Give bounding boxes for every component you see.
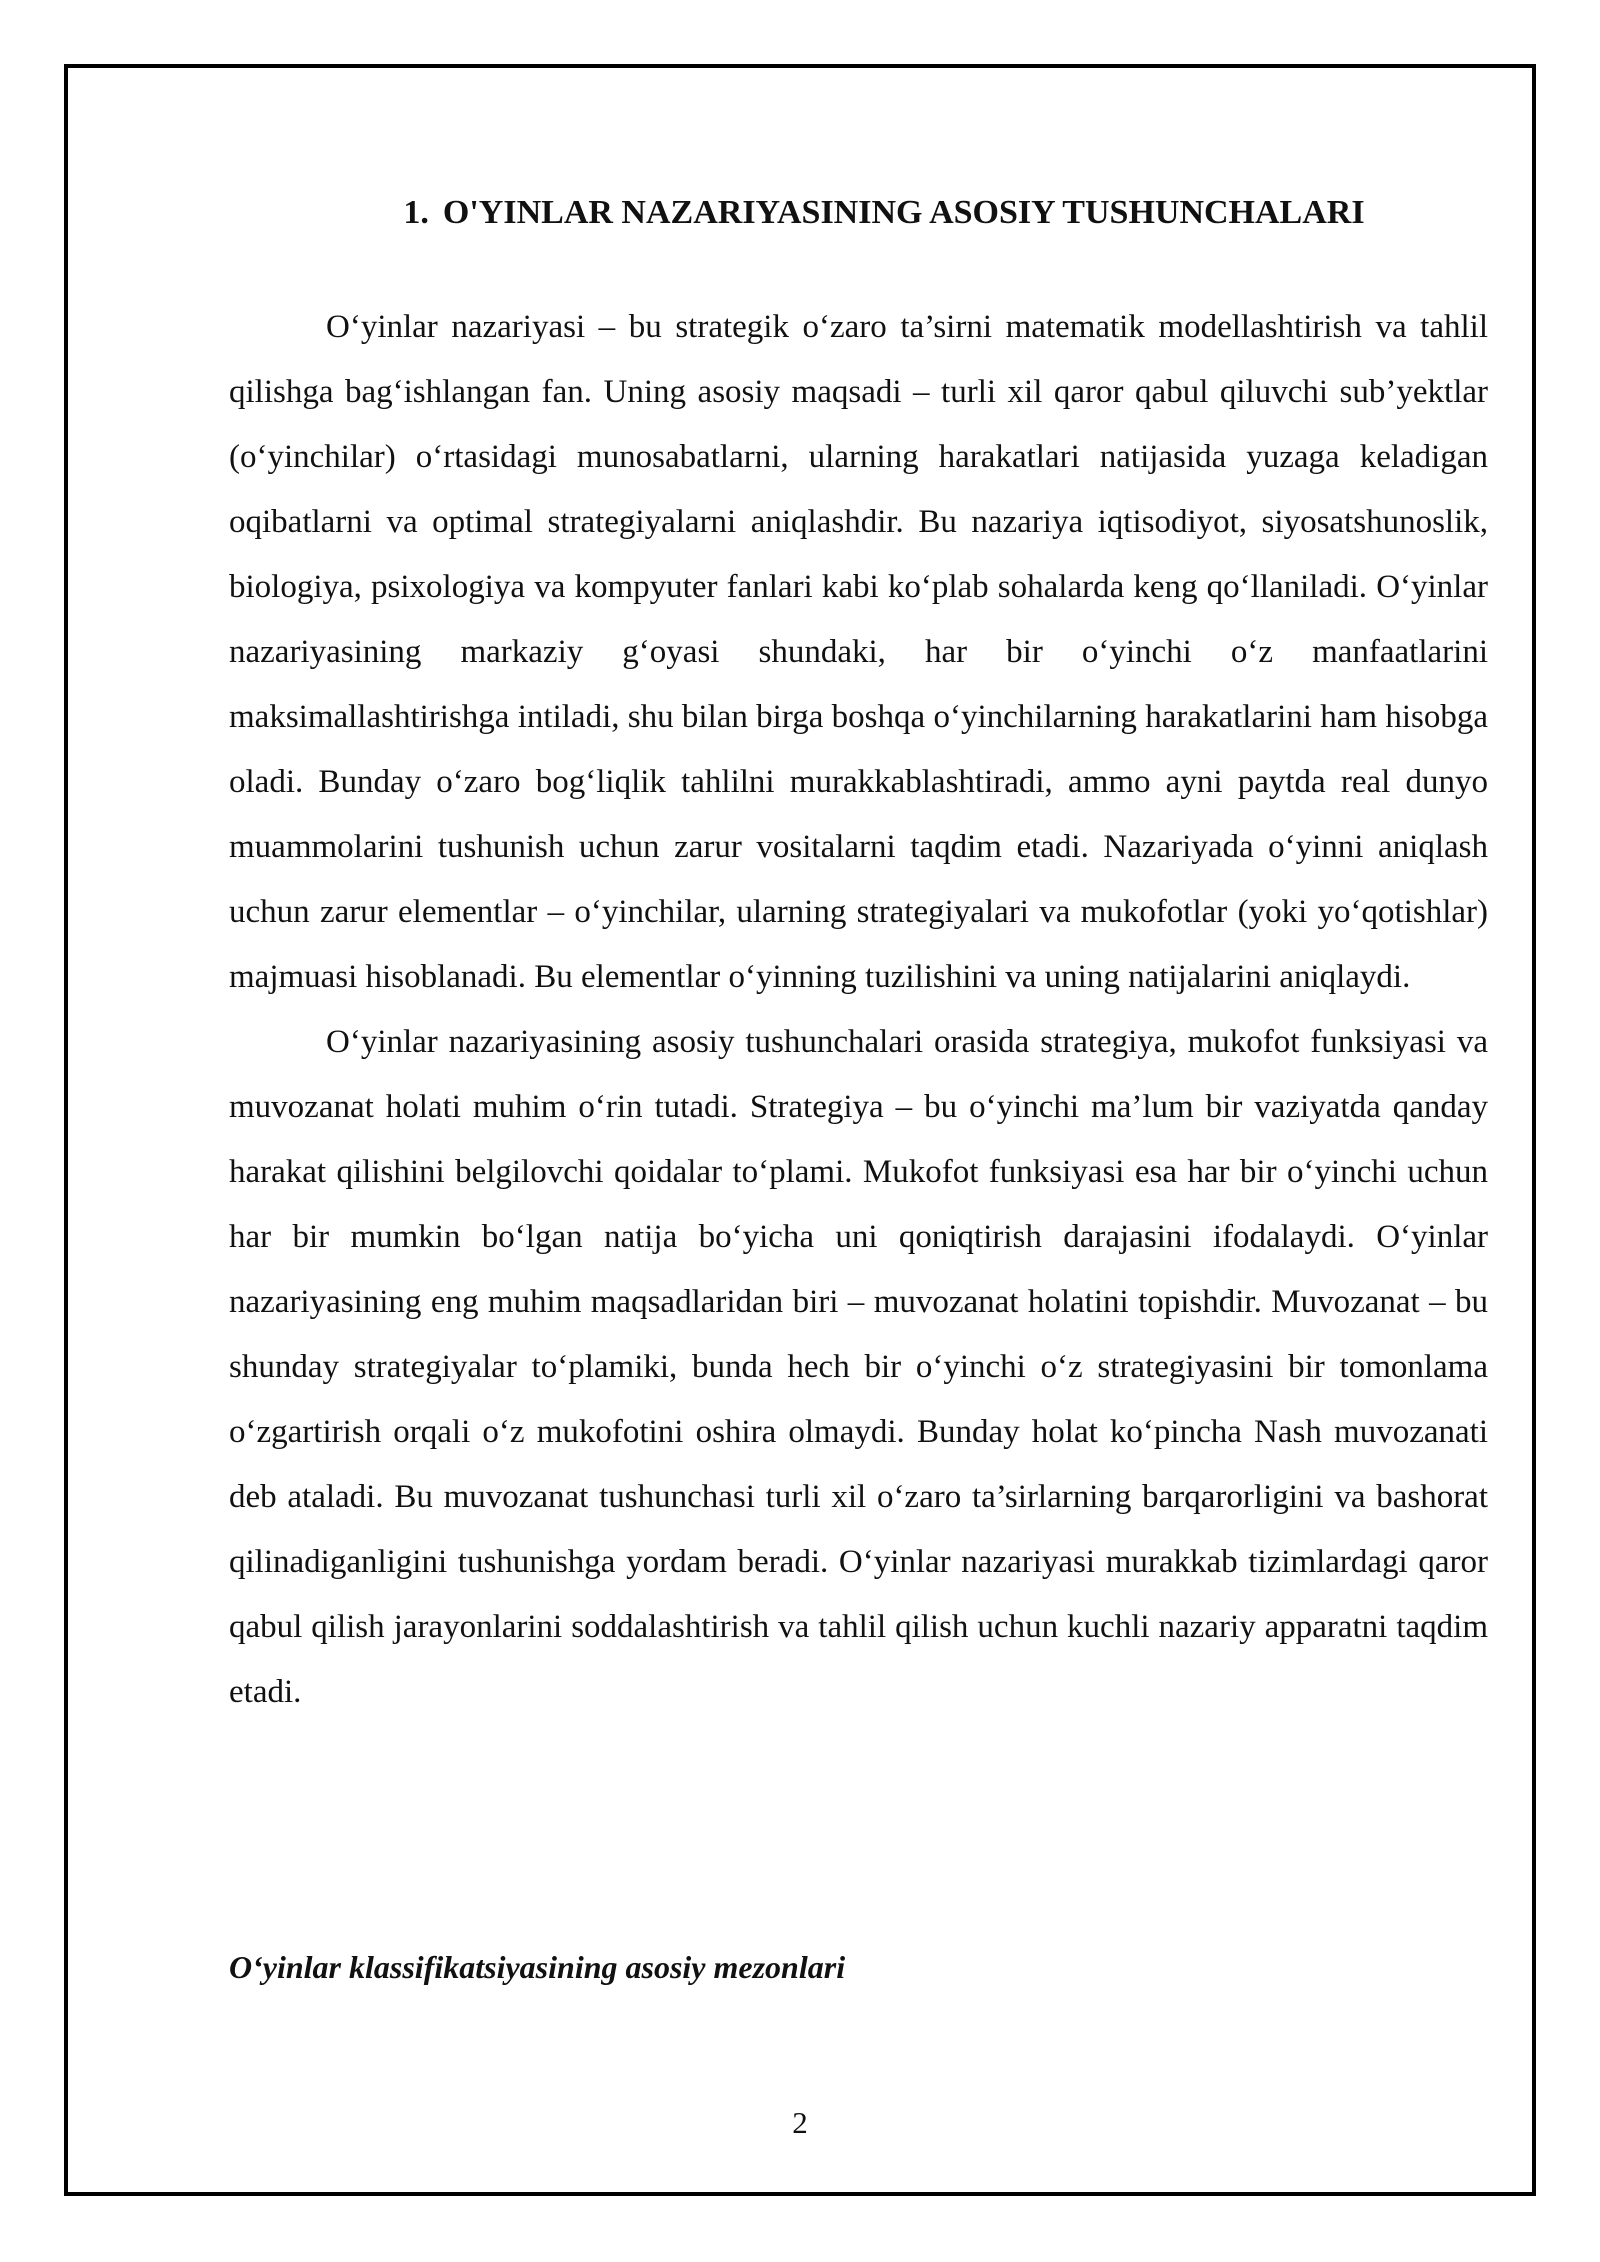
section-number: 1. [403, 194, 429, 231]
page-number: 2 [792, 2105, 808, 2140]
section-heading [230, 191, 1538, 235]
subsection-heading: O‘yinlar klassifikatsiyasining asosiy mezonlari [229, 1949, 846, 1985]
body-text [229, 295, 1488, 1725]
section-title: O'YINLAR NAZARIYASINING ASOSIY TUSHUNCHALARI [442, 194, 1365, 231]
paragraph-2: O‘yinlar nazariyasining asosiy tushunchalari orasida strategiya, mukofot funksiyasi va muvozanat holati muhim o‘rin tutadi. Strategiya – bu o‘yinchi ma’lum bir vaziyatda qanday harakat qilishini belgilovchi qoidalar to‘plami. Mukofot funksiyasi esa har bir o‘yinchi uchun har bir mumkin bo‘lgan natija bo‘yicha uni qoniqtirish darajasini ifodalaydi. O‘yinlar nazariyasining eng muhim maqsadlaridan biri – muvozanat holatini topishdir. Muvozanat – bu shunday strategiyalar to‘plamiki, bunda hech bir o‘yinchi o‘z strategiyasini bir tomonlama o‘zgartirish orqali o‘z mukofotini oshira olmaydi. Bunday holat ko‘pincha Nash muvozanati deb ataladi. Bu muvozanat tushunchasi turli xil o‘zaro ta’sirlarning barqarorligini va bashorat qilinadiganligini tushunishga yordam beradi. O‘yinlar nazariyasi murakkab tizimlardagi qaror qabul qilish jarayonlarini soddalashtirish va tahlil qilish uchun kuchli nazariy apparatni taqdim etadi. [229, 1024, 1488, 1710]
paragraph-1: O‘yinlar nazariyasi – bu strategik o‘zaro ta’sirni matematik modellashtirish va tahlil qilishga bag‘ishlangan fan. Uning asosiy maqsadi – turli xil qaror qabul qiluvchi sub’yektlar (o‘yinchilar) o‘rtasidagi munosabatlarni, ularning harakatlari natijasida yuzaga keladigan oqibatlarni va optimal strategiyalarni aniqlashdir. Bu nazariya iqtisodiyot, siyosatshunoslik, biologiya, psixologiya va kompyuter fanlari kabi ko‘plab sohalarda keng qo‘llaniladi. O‘yinlar nazariyasining markaziy g‘oyasi shundaki, har bir o‘yinchi o‘z manfaatlarini maksimallashtirishga intiladi, shu bilan birga boshqa o‘yinchilarning harakatlarini ham hisobga oladi. Bunday o‘zaro bog‘liqlik tahlilni murakkablashtiradi, ammo ayni paytda real dunyo muammolarini tushunish uchun zarur vositalarni taqdim etadi. Nazariyada o‘yinni aniqlash uchun zarur elementlar – o‘yinchilar, ularning strategiyalari va mukofotlar (yoki yo‘qotishlar) majmuasi hisoblanadi. Bu elementlar o‘yinning tuzilishini va uning natijalarini aniqlaydi. [229, 309, 1488, 995]
